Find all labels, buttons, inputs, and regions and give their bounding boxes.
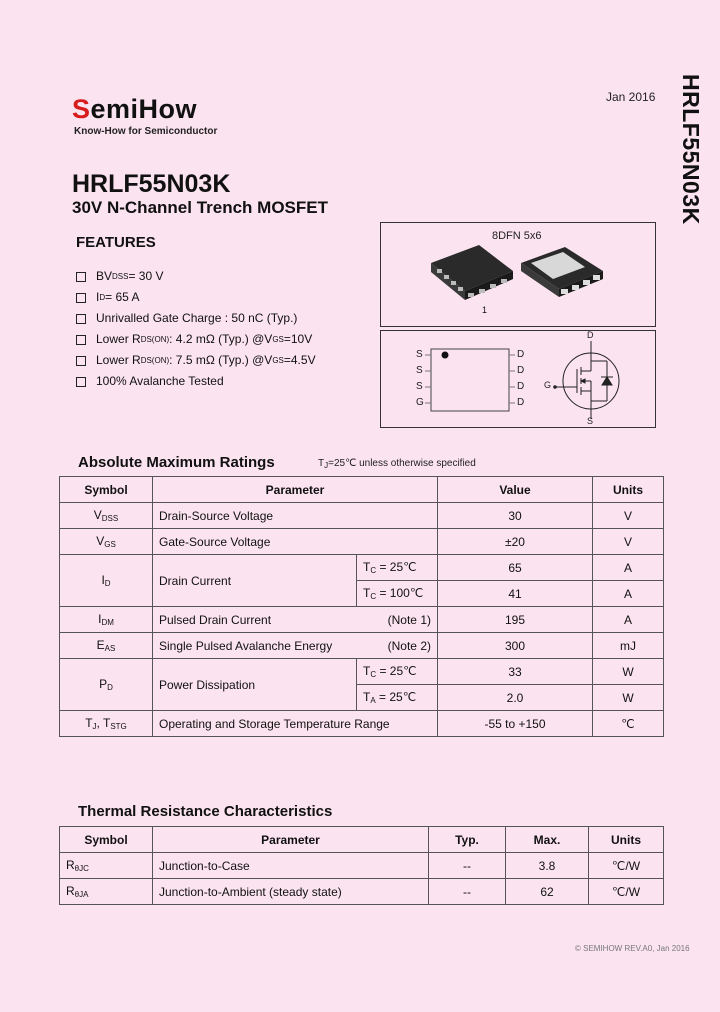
logo-text: emiHow <box>90 94 198 124</box>
pin-label-right: D <box>517 397 525 408</box>
document-date: Jan 2016 <box>606 90 656 104</box>
table-row <box>60 503 664 529</box>
typ-cell: -- <box>429 853 506 879</box>
symbol-cell: $I_{DM}$ <box>60 607 153 633</box>
parameter-cell: Single Pulsed Avalanche Energy (Note 2) <box>153 633 438 659</box>
vertical-part-number: HRLF55N03K <box>678 74 704 225</box>
max-cell: 3.8 <box>506 853 589 879</box>
condition-cell: $T_A$ = 25℃ <box>357 685 438 711</box>
feature-item <box>76 371 316 392</box>
pin-label-right: D <box>517 365 525 376</box>
feature-text: BV <box>96 269 113 283</box>
feature-subscript: DSS <box>112 272 129 281</box>
pin-label-right: D <box>517 381 525 392</box>
value-cell: 2.0 <box>438 685 593 711</box>
feature-text: I <box>96 290 100 304</box>
symbol-cell: $P_D$ <box>60 659 153 711</box>
value-cell: 30 <box>438 503 593 529</box>
thermal-resistance-table <box>59 826 664 905</box>
checkbox-bullet-icon <box>76 314 86 324</box>
typ-cell: -- <box>429 879 506 905</box>
symbol-cell: $I_D$ <box>60 555 153 607</box>
feature-subscript: GS <box>272 335 284 344</box>
thermal-heading: Thermal Resistance Characteristics <box>78 803 333 820</box>
feature-text: Unrivalled Gate Charge : 50 nC (Typ.) <box>96 311 298 325</box>
value-cell: ±20 <box>438 529 593 555</box>
feature-text: : 4.2 mΩ (Typ.) @V <box>169 332 273 346</box>
package-label: 8DFN 5x6 <box>492 230 542 242</box>
logo-s-letter: S <box>72 94 91 124</box>
symbol-cell: $V_{GS}$ <box>60 529 153 555</box>
note-text: T <box>318 458 325 469</box>
unit-cell: V <box>593 529 664 555</box>
table-row <box>60 711 664 737</box>
header-value: Value <box>438 477 593 503</box>
table-row <box>60 659 664 685</box>
chip-top-view <box>431 245 513 300</box>
feature-subscript: DS(ON) <box>140 356 170 365</box>
pin-leads <box>425 355 515 403</box>
parameter-cell: Power Dissipation <box>153 659 357 711</box>
ic-outline <box>431 349 509 411</box>
checkbox-bullet-icon <box>76 356 86 366</box>
features-heading: FEATURES <box>76 234 156 251</box>
feature-text: =4.5V <box>283 353 316 367</box>
header-max: Max. <box>506 827 589 853</box>
unit-cell: ℃ <box>593 711 664 737</box>
feature-text: Lower R <box>96 332 141 346</box>
table-row <box>60 529 664 555</box>
value-cell: 41 <box>438 581 593 607</box>
pin-label-left: S <box>416 381 423 392</box>
value-cell: 65 <box>438 555 593 581</box>
parameter-cell: Drain-Source Voltage <box>153 503 438 529</box>
part-subtitle: 30V N-Channel Trench MOSFET <box>72 198 328 217</box>
part-number-title: HRLF55N03K <box>72 170 231 198</box>
pin-label-left: S <box>416 365 423 376</box>
parameter-cell: Operating and Storage Temperature Range <box>153 711 438 737</box>
mosfet-symbol-icon <box>555 341 619 419</box>
value-cell: 300 <box>438 633 593 659</box>
parameter-cell: Gate-Source Voltage <box>153 529 438 555</box>
feature-text: Lower R <box>96 353 141 367</box>
condition-cell: $T_C$ = 25℃ <box>357 555 438 581</box>
feature-item <box>76 350 316 371</box>
logo-tagline: Know-How for Semiconductor <box>74 126 218 137</box>
feature-text: =10V <box>283 332 313 346</box>
abs-max-heading: Absolute Maximum Ratings <box>78 454 275 471</box>
pin-label-left: G <box>416 397 424 408</box>
max-cell: 62 <box>506 879 589 905</box>
header-symbol: Symbol <box>60 827 153 853</box>
unit-cell: mJ <box>593 633 664 659</box>
header-units: Units <box>589 827 664 853</box>
symbol-source-label: S <box>587 416 594 426</box>
parameter-cell: Junction-to-Ambient (steady state) <box>153 879 429 905</box>
unit-cell: ℃/W <box>589 879 664 905</box>
condition-cell: $T_C$ = 25℃ <box>357 659 438 685</box>
chip-bottom-view <box>521 247 603 297</box>
feature-text: 100% Avalanche Tested <box>96 374 224 388</box>
feature-item <box>76 308 316 329</box>
unit-cell: A <box>593 607 664 633</box>
value-cell: 33 <box>438 659 593 685</box>
table-header-row <box>60 827 664 853</box>
header-typ: Typ. <box>429 827 506 853</box>
feature-text: : 7.5 mΩ (Typ.) @V <box>169 353 273 367</box>
symbol-gate-label: G <box>544 380 552 390</box>
checkbox-bullet-icon <box>76 377 86 387</box>
value-cell: 195 <box>438 607 593 633</box>
note-text: =25℃ unless otherwise specified <box>328 458 476 469</box>
note-subscript: J <box>324 461 329 470</box>
table-header-row <box>60 477 664 503</box>
company-logo <box>72 96 197 123</box>
unit-cell: W <box>593 685 664 711</box>
pin-label-right: D <box>517 349 525 360</box>
parameter-cell: Junction-to-Case <box>153 853 429 879</box>
header-units: Units <box>593 477 664 503</box>
symbol-cell: $R_{\theta JC}$ <box>60 853 153 879</box>
abs-max-note <box>318 458 476 470</box>
pin-configuration-box <box>380 330 656 428</box>
abs-max-ratings-table <box>59 476 664 737</box>
pin-label-left: S <box>416 349 423 360</box>
symbol-drain-label: D <box>587 330 594 340</box>
value-cell: -55 to +150 <box>438 711 593 737</box>
pin1-dot <box>442 352 449 359</box>
feature-subscript: GS <box>272 356 284 365</box>
header-parameter: Parameter <box>153 477 438 503</box>
symbol-cell: $R_{\theta JA}$ <box>60 879 153 905</box>
checkbox-bullet-icon <box>76 293 86 303</box>
feature-text: = 30 V <box>128 269 164 283</box>
parameter-cell: Pulsed Drain Current (Note 1) <box>153 607 438 633</box>
feature-text: = 65 A <box>105 290 140 304</box>
feature-item <box>76 329 316 350</box>
table-row <box>60 555 664 581</box>
table-row <box>60 633 664 659</box>
header-symbol: Symbol <box>60 477 153 503</box>
unit-cell: A <box>593 555 664 581</box>
table-row <box>60 853 664 879</box>
unit-cell: W <box>593 659 664 685</box>
feature-item <box>76 266 316 287</box>
pinout-diagram <box>381 331 655 427</box>
symbol-cell: $E_{AS}$ <box>60 633 153 659</box>
symbol-cell: $V_{DSS}$ <box>60 503 153 529</box>
condition-cell: $T_C$ = 100℃ <box>357 581 438 607</box>
footer-copyright: © SEMIHOW REV.A0, Jan 2016 <box>575 944 690 953</box>
feature-subscript: D <box>99 293 106 302</box>
gate-terminal-dot <box>553 385 557 389</box>
table-row <box>60 607 664 633</box>
features-list <box>76 266 316 392</box>
pin1-label: 1 <box>482 305 488 315</box>
checkbox-bullet-icon <box>76 335 86 345</box>
checkbox-bullet-icon <box>76 272 86 282</box>
unit-cell: ℃/W <box>589 853 664 879</box>
feature-subscript: DS(ON) <box>140 335 170 344</box>
header-parameter: Parameter <box>153 827 429 853</box>
table-row <box>60 879 664 905</box>
feature-item <box>76 287 316 308</box>
unit-cell: A <box>593 581 664 607</box>
symbol-cell: $T_J$, $T_{STG}$ <box>60 711 153 737</box>
parameter-cell: Drain Current <box>153 555 357 607</box>
unit-cell: V <box>593 503 664 529</box>
